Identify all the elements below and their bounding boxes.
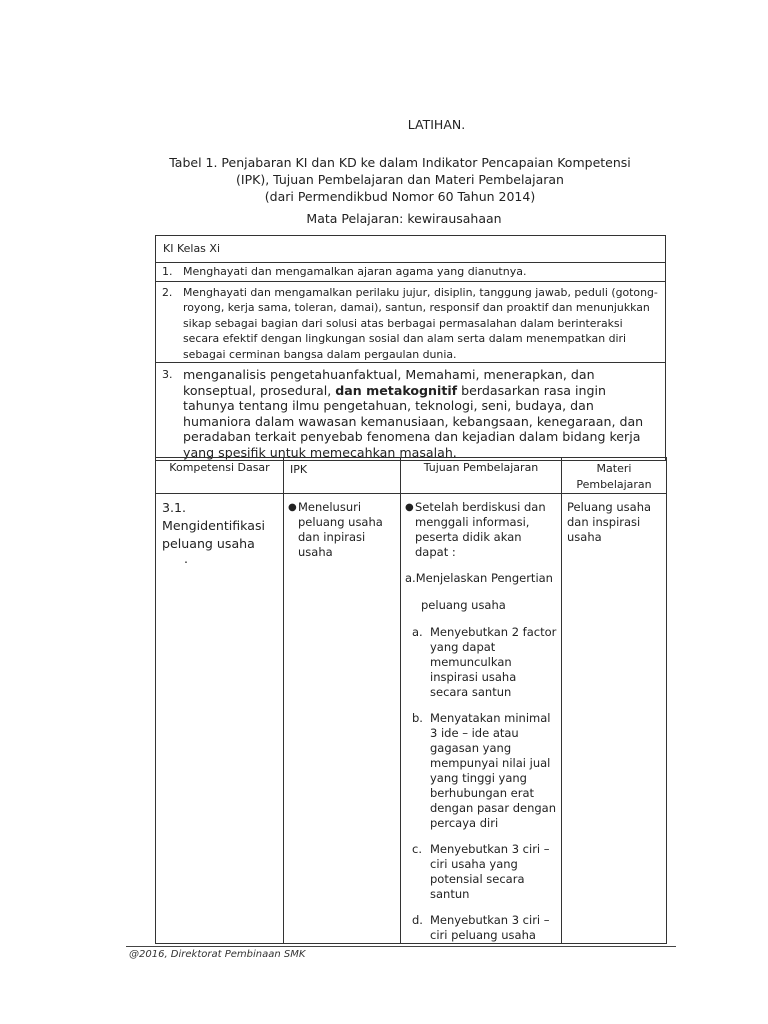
materi-text: Peluang usaha dan inspirasi usaha: [567, 500, 652, 544]
ki-item-text: Menghayati dan mengamalkan ajaran agama yang dianutnya.: [183, 265, 527, 278]
footer-text: @2016, Direktorat Pembinaan SMK: [129, 949, 306, 960]
col-header-kd: [156, 458, 284, 494]
title-text: LATIHAN.: [407, 117, 466, 132]
col-header-tujuan: [401, 458, 562, 494]
caption-line-3: (dari Permendikbud Nomor 60 Tahun 2014): [264, 189, 536, 204]
tujuan-item-label: c.: [412, 842, 422, 856]
tujuan-intro: [405, 500, 557, 560]
ki-item-text: [183, 367, 665, 460]
kd-table: [155, 457, 667, 944]
tujuan-item: [405, 625, 557, 700]
ki-heading: KI Kelas Xi: [163, 242, 221, 255]
ki-item-3: [156, 363, 666, 461]
tujuan-a-heading-2: peluang usaha: [421, 598, 506, 612]
tujuan-item: [405, 711, 557, 831]
col-header-materi: [562, 458, 667, 494]
page-title: [0, 117, 768, 132]
ki-item-number: 2.: [162, 286, 173, 299]
ki-item-2: [156, 282, 666, 363]
bullet-icon: ●: [405, 502, 414, 513]
ipk-item: [288, 500, 396, 560]
tujuan-item-text: Menyebutkan 3 ciri – ciri peluang usaha: [430, 913, 550, 942]
col-header-tujuan-label: Tujuan Pembelajaran: [423, 461, 539, 474]
subject-line: Mata Pelajaran: kewirausahaan: [306, 211, 502, 226]
tujuan-cell: [401, 494, 562, 944]
kd-cell: [156, 494, 284, 944]
tujuan-item-label: d.: [412, 913, 423, 927]
ki-table: [155, 235, 666, 461]
kd-number: 3.1.: [162, 500, 187, 515]
tujuan-a-heading: a.Menjelaskan Pengertian: [405, 571, 553, 585]
col-header-kd-label: Kompetensi Dasar: [169, 461, 270, 474]
tujuan-item-label: a.: [412, 625, 423, 639]
ki-item-3-text-a: menganalisis pengetahuanfaktual, Memahami, menerapkan, dan konseptual, prosedural,: [183, 367, 595, 398]
footer-divider: [126, 946, 676, 947]
ki-item-text: Menghayati dan mengamalkan perilaku jujur, disiplin, tanggung jawab, peduli (gotong-royong, kerja sama, toleran, damai), santun, responsif dan proaktif dan menunjukkan sikap sebagai bagian dari solusi atas berbagai permasalahan dalam berinteraksi secara efektif dengan lingkungan sosial dan alam serta dalam menempatkan diri sebagai cerminan bangsa dalam pergaulan dunia.: [183, 286, 658, 361]
tujuan-item: [405, 913, 557, 943]
tujuan-item-label: b.: [412, 711, 423, 725]
tujuan-item-text: Menyatakan minimal 3 ide – ide atau gagasan yang mempunyai nilai jual yang tinggi yang berhubungan erat dengan pasar dengan percaya diri: [430, 711, 557, 830]
col-header-materi-label: Materi Pembelajaran: [576, 462, 652, 491]
ki-item-number: 3.: [162, 368, 173, 382]
table-caption: [0, 154, 768, 205]
ki-heading-cell: [156, 236, 666, 263]
bullet-icon: ●: [288, 502, 297, 513]
tujuan-item: [405, 842, 557, 902]
ki-item-number: 1.: [162, 265, 173, 278]
tujuan-intro-text: Setelah berdiskusi dan menggali informasi, peserta didik akan dapat :: [415, 500, 546, 559]
caption-line-1: Tabel 1. Penjabaran KI dan KD ke dalam Indikator Pencapaian Kompetensi: [169, 155, 631, 170]
ki-item-1: [156, 263, 666, 282]
tujuan-item-text: Menyebutkan 2 factor yang dapat memunculkan inspirasi usaha secara santun: [430, 625, 557, 699]
ipk-item-text: Menelusuri peluang usaha dan inpirasi usaha: [298, 500, 383, 559]
kd-text: Mengidentifikasi peluang usaha: [162, 518, 266, 551]
ipk-cell: [284, 494, 401, 944]
tujuan-item-text: Menyebutkan 3 ciri – ciri usaha yang potensial secara santun: [430, 842, 550, 901]
col-header-ipk: [284, 458, 401, 494]
ki-item-3-text-b: berdasarkan rasa ingin tahunya tentang ilmu pengetahuan, teknologi, seni, budaya, dan humaniora dalam wawasan kemanusiaan, kebangsaan, kenegaraan, dan peradaban terkait penyebab fenomena dan kejadian dalam bidang kerja yang spesifik untuk memecahkan masalah.: [183, 382, 644, 460]
col-header-ipk-label: IPK: [290, 463, 308, 476]
kd-dot: .: [184, 551, 189, 566]
ki-item-3-bold: dan metakognitif: [335, 382, 458, 398]
caption-line-2: (IPK), Tujuan Pembelajaran dan Materi Pembelajaran: [236, 172, 564, 187]
materi-cell: [562, 494, 667, 944]
